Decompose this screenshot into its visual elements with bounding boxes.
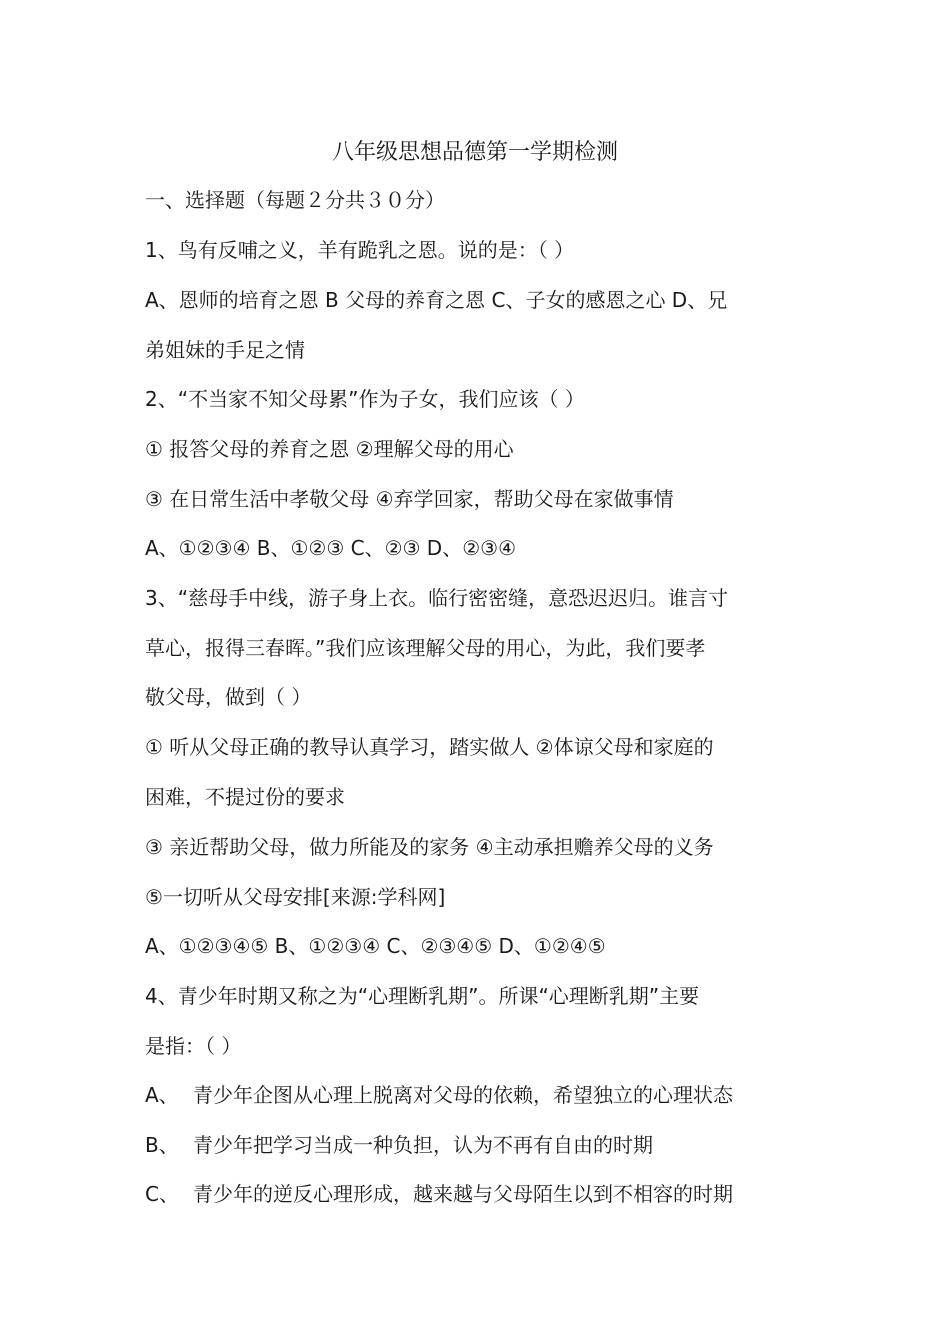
section-heading: 一、选择题（每题２分共３０分） <box>145 188 445 212</box>
question-3-item: ⑤一切听从父母安排[来源:学科网] <box>145 885 446 909</box>
question-3-stem-cont: 草心，报得三春晖。”我们应该理解父母的用心，为此，我们要孝 <box>145 636 706 660</box>
question-1-stem: 1、鸟有反哺之义，羊有跪乳之恩。说的是：（ ） <box>145 238 575 262</box>
question-1-options: A、恩师的培育之恩 B 父母的养育之恩 C、子女的感恩之心 D、兄 <box>145 288 728 312</box>
question-3-stem: 3、“慈母手中线，游子身上衣。临行密密缝，意恐迟迟归。谁言寸 <box>145 586 729 610</box>
question-3-options: A、①②③④⑤ B、①②③④ C、②③④⑤ D、①②④⑤ <box>145 934 606 958</box>
question-3-stem-cont: 敬父母，做到（ ） <box>145 685 312 709</box>
option-text: 青少年的逆反心理形成，越来越与父母陌生以到不相容的时期 <box>193 1182 733 1206</box>
question-3-item: ③ 亲近帮助父母，做力所能及的家务 ④主动承担赡养父母的义务 <box>145 835 714 859</box>
question-4-stem: 4、青少年时期又称之为“心理断乳期”。所课“心理断乳期”主要 <box>145 984 700 1008</box>
question-2-stem: 2、“不当家不知父母累”作为子女，我们应该（ ） <box>145 387 585 411</box>
question-2-options: A、①②③④ B、①②③ C、②③ D、②③④ <box>145 536 516 560</box>
question-2-item: ③ 在日常生活中孝敬父母 ④弃学回家，帮助父母在家做事情 <box>145 487 674 511</box>
option-letter: A、 <box>145 1083 179 1107</box>
question-1-options-cont: 弟姐妹的手足之情 <box>145 338 305 362</box>
question-2-item: ① 报答父母的养育之恩 ②理解父母的用心 <box>145 437 514 461</box>
question-3-item-cont: 困难，不提过份的要求 <box>145 785 345 809</box>
page-title: 八年级思想品德第一学期检测 <box>331 140 618 165</box>
question-4-stem-cont: 是指：（ ） <box>145 1034 242 1058</box>
option-text: 青少年把学习当成一种负担，认为不再有自由的时期 <box>193 1133 653 1157</box>
question-4-option-a <box>145 1078 733 1112</box>
question-3-item: ① 听从父母正确的教导认真学习，踏实做人 ②体谅父母和家庭的 <box>145 735 714 759</box>
option-letter: C、 <box>145 1182 179 1206</box>
question-4-option-c <box>145 1177 733 1211</box>
question-4-option-b <box>145 1128 653 1162</box>
option-letter: B、 <box>145 1133 179 1157</box>
option-text: 青少年企图从心理上脱离对父母的依赖，希望独立的心理状态 <box>193 1083 733 1107</box>
